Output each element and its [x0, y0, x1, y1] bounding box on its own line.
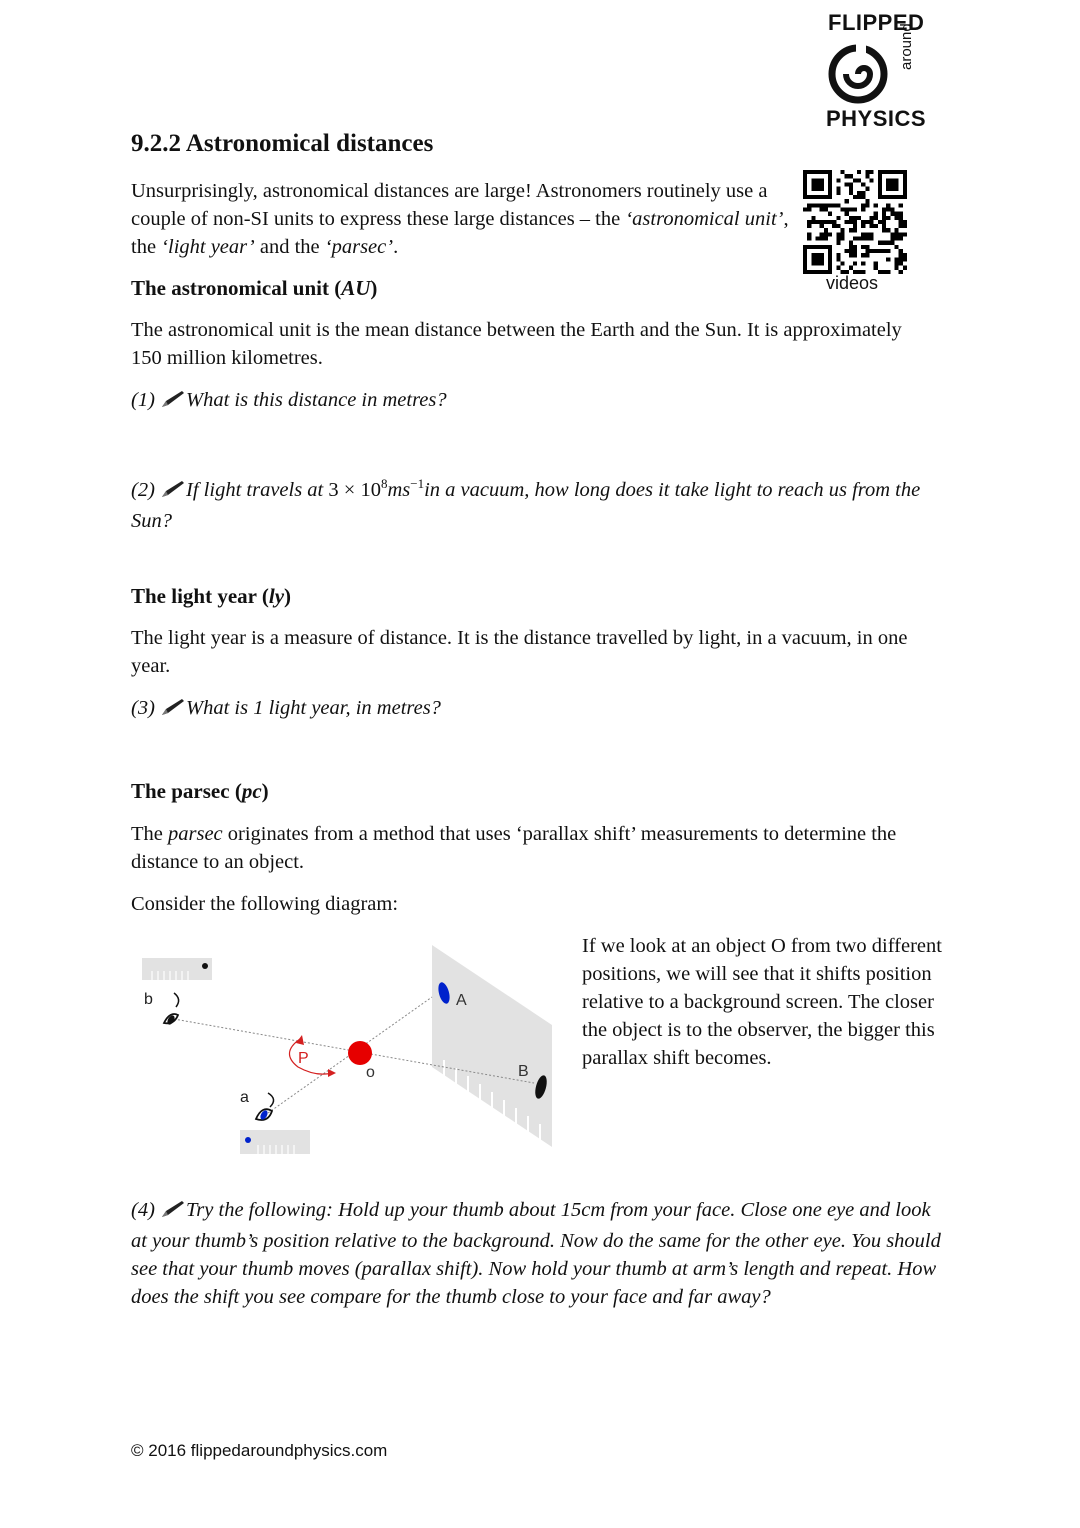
term-parsec: ‘parsec’ [324, 236, 394, 258]
arc-arrow-top [296, 1035, 304, 1045]
background-screen [432, 945, 552, 1147]
qr-code-icon [803, 170, 907, 274]
observer-a-card [240, 1130, 310, 1154]
intro-paragraph: Unsurprisingly, astronomical distances are large! Astronomers routinely use a couple of non-SI units to express these large distances – the ‘astronomical unit’, the ‘light year’ and the ‘parsec’. [131, 180, 789, 258]
pc-symbol: pc [241, 779, 262, 803]
parallax-explanation: If we look at an object O from two different positions, we will see that it shifts position relative to a background screen. The closer the object is to the observer, the bigger this parallax shift becomes. [582, 935, 942, 1069]
observer-b-dot [202, 963, 208, 969]
logo-side-text: around [898, 23, 915, 70]
ly-heading: The light year (ly) [131, 584, 292, 608]
arc-arrow-bottom [328, 1069, 336, 1077]
ly-paragraph: The light year is a measure of distance. It is the distance travelled by light, in a vacuum, in one year. [131, 627, 908, 677]
question-3: (3) What is 1 light year, in metres? [131, 694, 941, 725]
question-1: (1) What is this distance in metres? [131, 386, 941, 417]
au-heading: The astronomical unit (AU) [131, 276, 378, 300]
logo-top-text: FLIPPED [828, 10, 925, 35]
au-symbol: AU [341, 276, 371, 300]
swirl-logo-icon [826, 44, 898, 104]
pencil-icon [160, 479, 186, 507]
qr-code[interactable] [803, 170, 907, 274]
qr-caption: videos [826, 273, 879, 293]
pencil-icon [160, 1199, 186, 1227]
parallax-angle-arc [289, 1039, 332, 1074]
label-b: b [144, 991, 153, 1008]
term-astronomical-unit: ‘astronomical unit’ [625, 208, 784, 230]
question-4: (4) Try the following: Hold up your thumb about 15cm from your face. Close one eye and look at your thumb’s position relative to the background. Now do the same for the other eye. You should see that your thumb moves (parallax shift). Now hold your thumb at arm’s length and repeat. How does the shift you see compare for the thumb close to your face and far away? [131, 1199, 941, 1308]
pencil-icon [160, 697, 186, 725]
label-a: a [240, 1089, 249, 1106]
label-A: A [456, 992, 467, 1009]
pc-paragraph: The parsec originates from a method that uses ‘parallax shift’ measurements to determine the distance to an object. [131, 823, 897, 873]
section-title: 9.2.2 Astronomical distances [131, 130, 434, 157]
label-O: o [366, 1064, 375, 1081]
eye-b-icon [164, 993, 179, 1026]
question-2: (2) If light travels at $3 \times 10^8ms^{-1}in$ a vacuum, how long does it take light to reach us from the Sun? [131, 476, 921, 532]
consider-text: Consider the following diagram: [131, 893, 399, 915]
object-o [348, 1041, 372, 1065]
pencil-icon [160, 389, 186, 417]
intro-text: Unsurprisingly, astronomical distances are large! Astronomers routinely use a couple of non-SI units to express these large distances – the [131, 180, 768, 230]
term-light-year: ‘light year’ [161, 236, 255, 258]
term-parsec-body: parsec [168, 823, 223, 845]
au-paragraph: The astronomical unit is the mean distance between the Earth and the Sun. It is approximately 150 million kilometres. [131, 319, 902, 369]
footer-copyright: © 2016 flippedaroundphysics.com [131, 1441, 388, 1460]
observer-a-dot [245, 1137, 251, 1143]
logo-bottom-text: PHYSICS [826, 106, 927, 131]
brand-logo [812, 10, 932, 130]
pc-heading: The parsec (pc) [131, 779, 269, 803]
label-P: P [298, 1050, 309, 1067]
ly-symbol: ly [268, 584, 285, 608]
parallax-diagram [130, 935, 570, 1160]
eye-a-icon [256, 1093, 274, 1121]
label-B: B [518, 1063, 529, 1080]
